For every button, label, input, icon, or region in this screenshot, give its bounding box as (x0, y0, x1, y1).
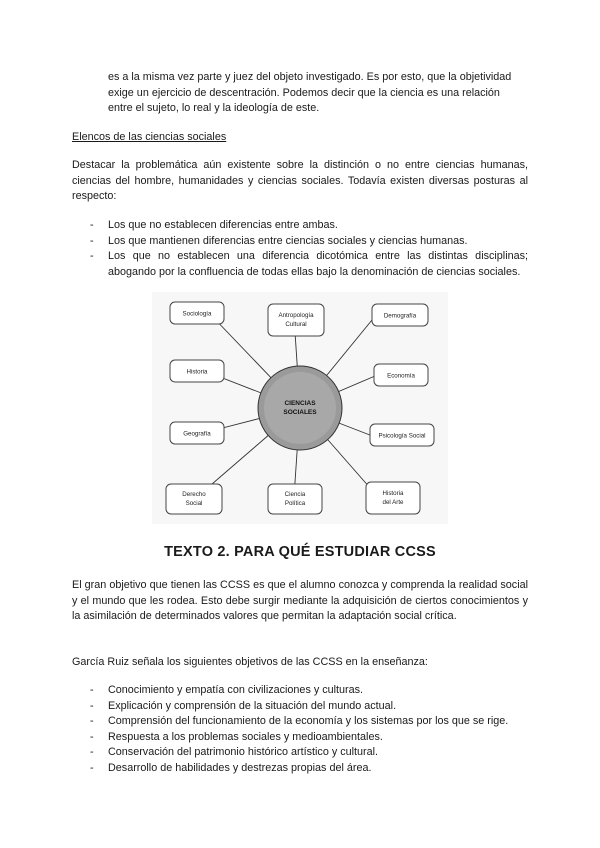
list-item-text: Desarrollo de habilidades y destrezas propias del área. (108, 761, 372, 774)
section-paragraph: Destacar la problemática aún existente sobre la distinción o no entre ciencias humanas, ciencias del hombre, humanidades y ciencias sociales. Todavía existen diversas posturas al respecto: (72, 159, 528, 202)
list-item (72, 683, 528, 699)
node-historia (170, 360, 224, 382)
node-label: Derecho (182, 491, 206, 498)
dash-marker: - (90, 250, 94, 262)
center-label: CIENCIAS (284, 400, 316, 407)
list-item (72, 761, 528, 777)
objectives-list (72, 683, 528, 776)
node-label: Ciencia (284, 491, 306, 498)
node-label: Historia (186, 368, 208, 376)
list-item-text: Los que no establecen una diferencia dicotómica entre las distintas disciplinas; abogando por la confluencia de todas ellas bajo la denominación de ciencias sociales. (108, 250, 528, 278)
node-antropologia (268, 304, 324, 336)
list-item (72, 745, 528, 761)
center-circle-inner (264, 372, 336, 444)
intro-paragraph (108, 70, 528, 117)
list-item (72, 699, 528, 715)
node-psicologia (370, 424, 434, 446)
intro-line: entre el sujeto, lo real y la ideología de este. (108, 102, 320, 114)
node-politica (268, 484, 322, 514)
node-label: Sociología (182, 310, 212, 318)
node-geografia (170, 422, 224, 444)
list-item-text: Comprensión del funcionamiento de la economía y los sistemas por los que se rige. (108, 715, 509, 727)
intro-line: es a la misma vez parte y juez del objeto investigado. Es por esto, que la objetividad (108, 71, 512, 83)
objectives-intro: García Ruiz señala los siguientes objetivos de las CCSS en la enseñanza: (72, 656, 428, 668)
social-sciences-diagram (152, 292, 448, 524)
node-label: Psicología Social (378, 432, 426, 440)
list-item (72, 218, 528, 234)
node-label: Antropología (278, 312, 314, 319)
node-label: Demografía (383, 312, 417, 320)
list-item-text: Conservación del patrimonio histórico artístico y cultural. (108, 746, 379, 758)
list-item-text: Los que no establecen diferencias entre ambas. (108, 219, 338, 231)
list-item (72, 249, 528, 280)
node-label: Economía (387, 372, 415, 380)
node-derecho (166, 484, 222, 514)
dash-marker: - (90, 699, 94, 712)
dash-marker: - (90, 746, 94, 758)
node-label: del Arte (382, 499, 404, 506)
section-heading: Elencos de las ciencias sociales (72, 131, 227, 143)
node-label: Política (284, 500, 306, 507)
node-label: Cultural (285, 321, 307, 328)
section-title: TEXTO 2. PARA QUÉ ESTUDIAR CCSS (164, 544, 436, 560)
list-item-text: Explicación y comprensión de la situación del mundo actual. (108, 699, 397, 712)
dash-marker: - (90, 715, 94, 727)
node-label: Geografía (183, 430, 211, 438)
node-sociologia (170, 302, 224, 324)
list-item (72, 714, 528, 730)
dash-marker: - (90, 761, 94, 774)
node-label: Social (185, 500, 203, 507)
list-item (72, 730, 528, 746)
dash-marker: - (90, 730, 94, 743)
list-item-text: Conocimiento y empatía con civilizaciones y culturas. (108, 684, 364, 696)
dash-marker: - (90, 234, 94, 247)
node-demografia (372, 304, 428, 326)
dash-marker: - (90, 684, 94, 696)
node-arte (366, 482, 420, 514)
list-item-text: Respuesta a los problemas sociales y medioambientales. (108, 730, 383, 743)
node-label: Historia (382, 490, 404, 497)
positions-list (72, 218, 528, 280)
list-item (72, 234, 528, 250)
node-economia (374, 364, 428, 386)
center-label: SOCIALES (283, 409, 317, 416)
dash-marker: - (90, 219, 94, 231)
intro-line: exige un ejercicio de descentración. Podemos decir que la ciencia es una relación (108, 86, 500, 99)
section-paragraph: El gran objetivo que tienen las CCSS es que el alumno conozca y comprenda la realidad social y el mundo que les rodea. Esto debe surgir mediante la adquisición de ciertos conocimientos y la asimilación de determinados valores que permitan la adaptación social crítica. (72, 579, 528, 622)
list-item-text: Los que mantienen diferencias entre ciencias sociales y ciencias humanas. (108, 234, 468, 247)
